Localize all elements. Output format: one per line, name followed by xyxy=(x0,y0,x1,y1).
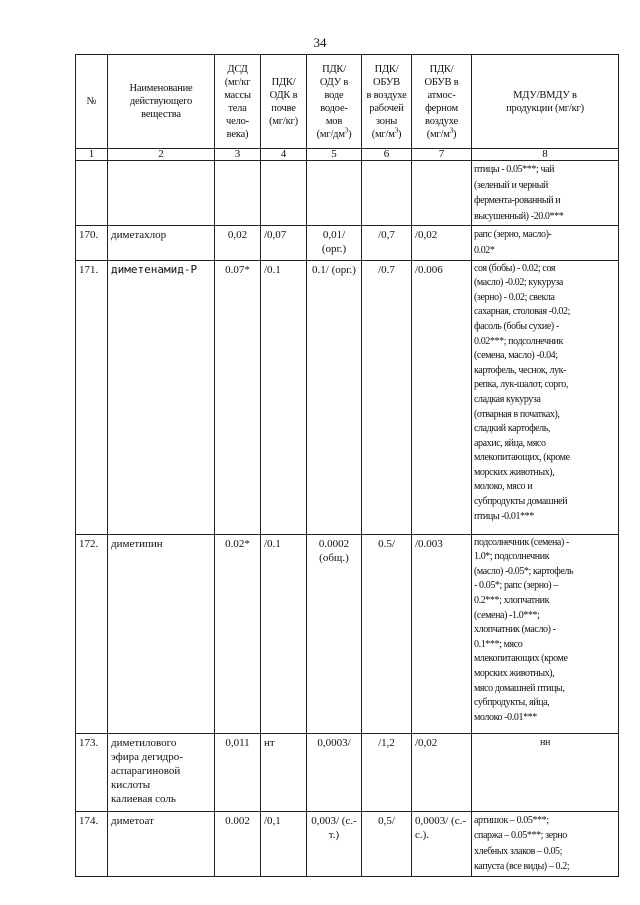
pdk-water-value-cell xyxy=(307,226,362,260)
mdu-line: арахис, яйца, мясо xyxy=(474,437,546,449)
substance-name xyxy=(108,161,214,165)
substance-name: диметипин xyxy=(111,537,163,550)
pdk-work-air-value-cell xyxy=(362,226,412,260)
dsd-value-cell xyxy=(215,260,261,534)
pdk-work-air-value-cell xyxy=(362,161,412,226)
header-pdk-soil: ПДК/ ОДК в почве (мг/кг) xyxy=(261,55,307,149)
column-number: 1 xyxy=(76,149,108,161)
mdu-line: рапс (зерно, масло)- xyxy=(474,229,552,241)
pdk-soil-value: /0.1 xyxy=(264,537,281,550)
pdk-work-air-value-cell xyxy=(362,534,412,733)
mdu-line: (зерно) - 0.02; свекла xyxy=(474,291,555,303)
mdu-line: (семена) -1.0***; xyxy=(474,609,540,621)
mdu-list xyxy=(472,161,618,225)
column-number: 7 xyxy=(412,149,472,161)
mdu-line: картофель, чеснок, лук- xyxy=(474,364,567,376)
pdk-water-value-cell xyxy=(307,161,362,226)
substance-name: диметоат xyxy=(111,814,154,827)
column-number: 8 xyxy=(472,149,619,161)
mdu-line: хлопчатник (масло) - xyxy=(474,624,556,636)
row-number: 173. xyxy=(79,736,99,749)
mdu-list xyxy=(472,734,618,752)
dsd-value-cell xyxy=(215,733,261,811)
header-dsd: ДСД (мг/кг массы тела чело- века) xyxy=(215,55,261,149)
header-pdk-work-air: ПДК/ ОБУВ в воздухе рабочей зоны $(мг/м^3)$ xyxy=(362,55,412,149)
pdk-work-air-value: /0.7 xyxy=(378,263,395,276)
column-number: 6 xyxy=(362,149,412,161)
mdu-line: морских животных), xyxy=(474,466,555,478)
pdk-soil-value-cell xyxy=(261,260,307,534)
pdk-work-air-value: 0.5/ xyxy=(378,537,395,550)
mdu-line: соя (бобы) - 0.02; соя xyxy=(474,262,556,274)
column-number: 2 xyxy=(108,149,215,161)
dsd-value-cell xyxy=(215,534,261,733)
mdu-line: субпродукты, яйца, xyxy=(474,697,550,709)
dsd-value xyxy=(215,161,260,165)
mdu-line: сладкий картофель, xyxy=(474,423,551,435)
mdu-list xyxy=(472,261,618,526)
page-number: 34 xyxy=(313,35,327,50)
pdk-work-air-value-cell xyxy=(362,733,412,811)
mdu-line: морских животных), xyxy=(474,667,555,679)
pdk-work-air-value xyxy=(362,161,411,165)
substance-name xyxy=(108,734,214,808)
pdk-atm-air-value: /0,02 xyxy=(415,736,438,749)
column-number: 4 xyxy=(261,149,307,161)
dsd-value-cell xyxy=(215,226,261,260)
pdk-work-air-value-cell xyxy=(362,260,412,534)
mdu-line: фасоль (бобы сухие) - xyxy=(474,320,559,332)
substance-name-line: калиевая соль xyxy=(111,792,176,805)
dsd-value: 0.07* xyxy=(225,263,250,276)
header-pdk-water: ПДК/ ОДУ в воде водое- мов $(мг/дм^3)$ xyxy=(307,55,362,149)
pdk-soil-value-cell xyxy=(261,226,307,260)
mdu-line: подсолнечник (семена) - xyxy=(474,536,569,548)
substance-name: диметенамид-Р xyxy=(111,262,198,276)
pdk-soil-value: нт xyxy=(264,736,275,749)
mdu-line: фермента-рованный и xyxy=(474,195,561,207)
mdu-line: млекопитающих (кроме xyxy=(474,653,568,665)
mdu-line: 0.2***; хлопчатник xyxy=(474,594,550,606)
pdk-water-value-cell xyxy=(307,260,362,534)
header-mdu: МДУ/ВМДУ в продукции (мг/кг) xyxy=(472,55,619,149)
row-number-cell xyxy=(76,733,108,811)
pdk-water-value xyxy=(307,161,361,165)
substance-name-line: кислоты xyxy=(111,778,151,791)
mdu-list xyxy=(472,535,618,727)
row-number-cell xyxy=(76,161,108,226)
pdk-work-air-value: /1,2 xyxy=(378,736,395,749)
mdu-line: сахарная, столовая -0.02; xyxy=(474,306,570,318)
regulation-table xyxy=(75,54,619,877)
mdu-cell xyxy=(472,534,619,733)
substance-name-line: эфира дегидро- xyxy=(111,750,183,763)
substance-name-cell xyxy=(108,811,215,876)
table-row xyxy=(76,260,619,534)
mdu-cell xyxy=(472,161,619,226)
header-substance-name: Наименование действующего вещества xyxy=(108,55,215,149)
pdk-atm-air-value-cell xyxy=(412,733,472,811)
row-number: 170. xyxy=(79,229,99,242)
row-number: 174. xyxy=(79,814,99,827)
mdu-cell xyxy=(472,733,619,811)
mdu-cell xyxy=(472,260,619,534)
mdu-line: птицы -0.01*** xyxy=(474,510,534,522)
mdu-line: (зеленый и черный xyxy=(474,179,549,191)
mdu-list xyxy=(472,812,618,876)
header-pdk-atm-air: ПДК/ ОБУВ в атмос- ферном воздухе $(мг/м^3)$ xyxy=(412,55,472,149)
dsd-value: 0,02 xyxy=(227,229,248,242)
dsd-value-cell xyxy=(215,811,261,876)
dsd-value: 0,011 xyxy=(225,736,250,749)
row-number-cell xyxy=(76,534,108,733)
row-number: 171. xyxy=(79,263,99,276)
pdk-soil-value: /0.1 xyxy=(264,263,281,276)
mdu-line: мясо домашней птицы, xyxy=(474,682,565,694)
table-row xyxy=(76,811,619,876)
pdk-soil-value-cell xyxy=(261,733,307,811)
mdu-line: птицы - 0.05***; чай xyxy=(474,164,555,175)
pdk-atm-air-value: /0.006 xyxy=(415,263,443,276)
pdk-water-value-cell xyxy=(307,811,362,876)
pdk-work-air-value-cell xyxy=(362,811,412,876)
mdu-line: - 0.05*; рапс (зерно) – xyxy=(474,580,558,592)
mdu-line: (семена, масло) -0.04; xyxy=(474,350,558,362)
pdk-water-value-cell xyxy=(307,534,362,733)
dsd-value: 0.02* xyxy=(225,537,250,550)
pdk-soil-value: /0,07 xyxy=(264,229,287,242)
pdk-water-value: 0.1/ (орг.) xyxy=(312,263,356,276)
mdu-line: (масло) -0.02; кукуруза xyxy=(474,277,563,289)
column-number: 5 xyxy=(307,149,362,161)
substance-name: диметахлор xyxy=(111,229,167,242)
row-number-cell xyxy=(76,226,108,260)
pdk-water-value-cell xyxy=(307,733,362,811)
row-number-cell xyxy=(76,260,108,534)
mdu-line: артишок – 0.05***; xyxy=(474,814,549,826)
mdu-line: млекопитающих, (кроме xyxy=(474,452,570,464)
dsd-value: 0.002 xyxy=(225,814,250,827)
mdu-line: 0.02* xyxy=(474,244,495,256)
pdk-water-value: 0,003/ (с.-т.) xyxy=(311,814,357,841)
row-number-cell xyxy=(76,811,108,876)
mdu-line: капуста (все виды) – 0.2; xyxy=(474,861,570,873)
header-row xyxy=(76,55,619,149)
substance-name-cell xyxy=(108,161,215,226)
pdk-water-value: 0,0003/ xyxy=(317,736,351,749)
mdu-line: нн xyxy=(540,736,550,748)
substance-name-line: аспарагиновой xyxy=(111,764,181,777)
row-number xyxy=(76,161,107,165)
pdk-water-value: 0.0002 (общ.) xyxy=(318,537,350,564)
pdk-soil-value xyxy=(261,161,306,165)
mdu-line: молоко, мясо и xyxy=(474,481,533,493)
substance-name-line: диметилового xyxy=(111,736,177,749)
pdk-atm-air-value: /0,02 xyxy=(415,229,438,242)
pdk-work-air-value: 0,5/ xyxy=(378,814,395,827)
mdu-line: молоко -0.01*** xyxy=(474,711,537,723)
mdu-line: субпродукты домашней xyxy=(474,496,568,508)
pdk-work-air-value: /0,7 xyxy=(378,229,395,242)
mdu-line: (масло) -0.05*; картофель xyxy=(474,565,574,577)
mdu-line: 1.0*; подсолнечник xyxy=(474,551,550,563)
table-row xyxy=(76,733,619,811)
pdk-atm-air-value: 0,0003/ (с.-с.). xyxy=(415,814,467,841)
column-number-row xyxy=(76,149,619,161)
header-no: № xyxy=(76,55,108,149)
pdk-soil-value: /0,1 xyxy=(264,814,281,827)
pdk-water-value: 0,01/ (орг.) xyxy=(321,229,347,256)
column-number: 3 xyxy=(215,149,261,161)
table-row xyxy=(76,161,619,226)
pdk-atm-air-value-cell xyxy=(412,226,472,260)
pdk-atm-air-value-cell xyxy=(412,161,472,226)
mdu-list xyxy=(472,226,618,259)
pdk-atm-air-value-cell xyxy=(412,811,472,876)
mdu-line: репка, лук-шалот, сорго, xyxy=(474,379,569,391)
pdk-atm-air-value xyxy=(412,161,471,165)
mdu-line: (отварная в початках), xyxy=(474,408,560,420)
mdu-line: 0.1***; мясо xyxy=(474,638,523,650)
table-row xyxy=(76,534,619,733)
table-row xyxy=(76,226,619,260)
pdk-soil-value-cell xyxy=(261,161,307,226)
mdu-line: высушенный) -20.0*** xyxy=(474,210,564,222)
pdk-soil-value-cell xyxy=(261,534,307,733)
mdu-line: спаржа – 0.05***; зерно xyxy=(474,830,567,842)
mdu-cell xyxy=(472,811,619,876)
mdu-line: хлебных злаков – 0.05; xyxy=(474,845,563,857)
substance-name-cell xyxy=(108,226,215,260)
pdk-atm-air-value-cell xyxy=(412,534,472,733)
dsd-value-cell xyxy=(215,161,261,226)
mdu-line: сладкая кукуруза xyxy=(474,393,541,405)
pdk-atm-air-value: /0.003 xyxy=(415,537,443,550)
substance-name-cell xyxy=(108,260,215,534)
row-number: 172. xyxy=(79,537,99,550)
mdu-cell xyxy=(472,226,619,260)
mdu-line: 0.02***; подсолнечник xyxy=(474,335,563,347)
pdk-soil-value-cell xyxy=(261,811,307,876)
substance-name-cell xyxy=(108,733,215,811)
pdk-atm-air-value-cell xyxy=(412,260,472,534)
substance-name-cell xyxy=(108,534,215,733)
